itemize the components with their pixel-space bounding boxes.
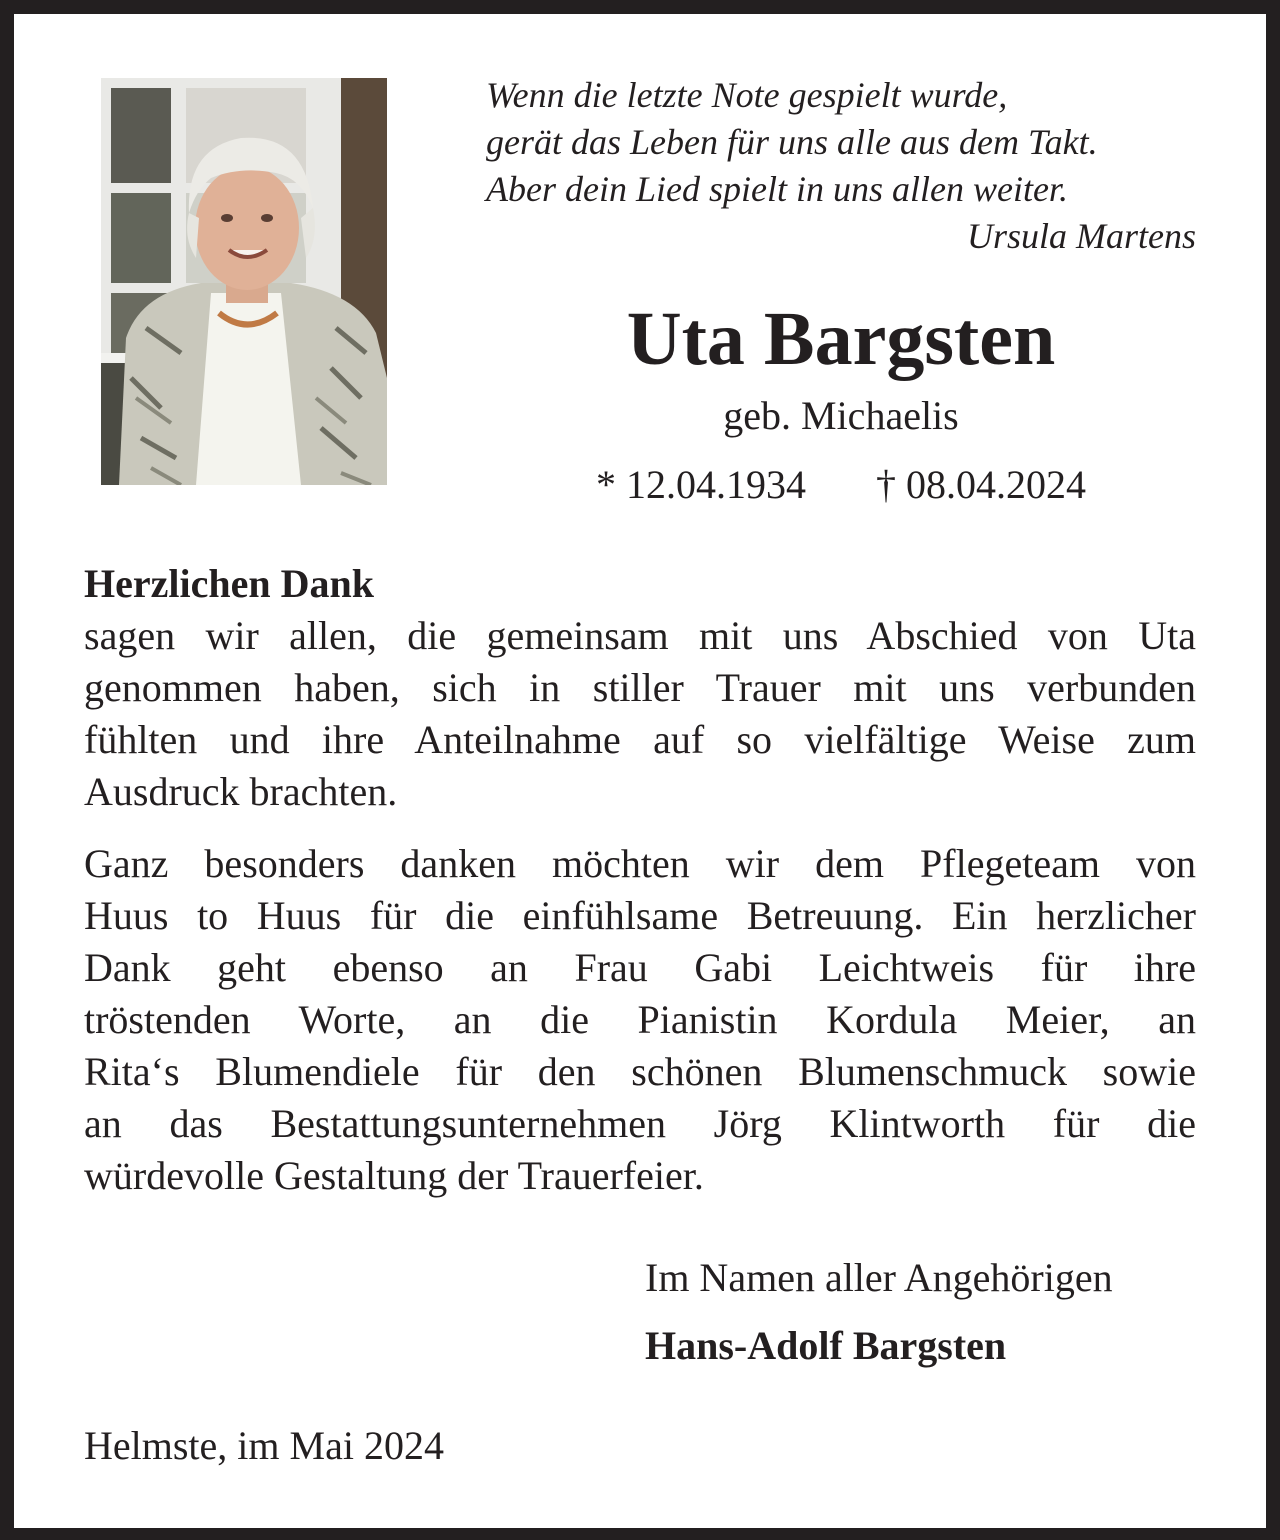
closing-phrase: Im Namen aller Angehörigen <box>645 1255 1113 1300</box>
paragraph-line: Ausdruck brachten. <box>84 769 398 814</box>
paragraph-line: würdevolle Gestaltung der Trauerfeier. <box>84 1153 704 1198</box>
paragraph-line: an das Bestattungsunternehmen Jörg Klintworth für die <box>84 1101 1196 1146</box>
quote-line: Wenn die letzte Note gespielt wurde, <box>486 75 1008 115</box>
thanks-paragraph-2 <box>84 838 1196 1202</box>
quote-line: Aber dein Lied spielt in uns allen weiter. <box>486 169 1068 209</box>
death-date: † 08.04.2024 <box>876 462 1086 507</box>
birth-name: geb. Michaelis <box>723 393 959 438</box>
signer-name: Hans-Adolf Bargsten <box>645 1323 1007 1368</box>
memorial-quote <box>486 72 1196 260</box>
paragraph-line: Rita‘s Blumendiele für den schönen Blumenschmuck sowie <box>84 1049 1196 1094</box>
life-dates <box>486 460 1196 510</box>
quote-line: gerät das Leben für uns alle aus dem Takt. <box>486 122 1098 162</box>
paragraph-line: tröstenden Worte, an die Pianistin Kordula Meier, an <box>84 997 1196 1042</box>
paragraph-line: Huus to Huus für die einfühlsame Betreuung. Ein herzlicher <box>84 893 1196 938</box>
quote-author: Ursula Martens <box>966 216 1196 256</box>
paragraph-line: genommen haben, sich in stiller Trauer mit uns verbunden <box>84 665 1196 710</box>
birth-date: * 12.04.1934 <box>596 462 806 507</box>
paragraph-line: Ganz besonders danken möchten wir dem Pflegeteam von <box>84 841 1196 886</box>
paragraph-line: sagen wir allen, die gemeinsam mit uns Abschied von Uta <box>84 613 1196 658</box>
place-and-date: Helmste, im Mai 2024 <box>84 1423 444 1468</box>
thanks-heading: Herzlichen Dank <box>84 561 374 606</box>
portrait-photo <box>101 78 387 485</box>
paragraph-line: Dank geht ebenso an Frau Gabi Leichtweis für ihre <box>84 945 1196 990</box>
deceased-name: Uta Bargsten <box>626 297 1056 381</box>
thanks-paragraph-1 <box>84 610 1196 818</box>
paragraph-line: fühlten und ihre Anteilnahme auf so vielfältige Weise zum <box>84 717 1196 762</box>
